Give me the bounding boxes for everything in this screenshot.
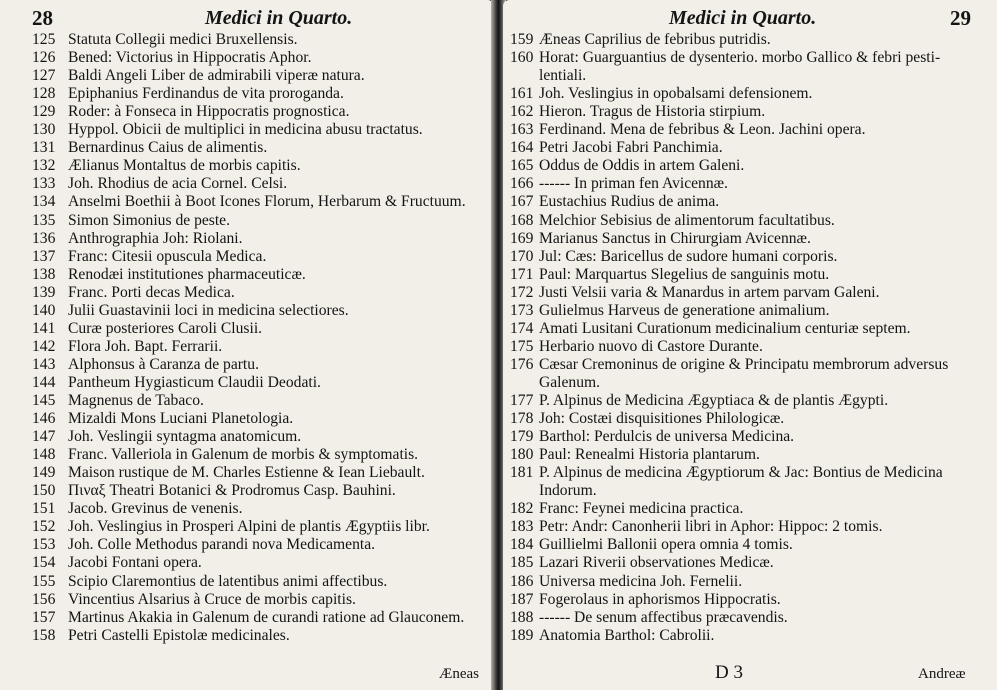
entry-number: 136 [32, 229, 56, 247]
entry-title: Martinus Akakia in Galenum de curandi ratione ad Glauconem. [68, 608, 465, 626]
entry-number: 127 [32, 67, 56, 85]
entry-title: Paul: Renealmi Historia plantarum. [539, 446, 760, 464]
entry-title: Guillielmi Ballonii opera omnia 4 tomis. [539, 536, 793, 554]
entry-number: 125 [32, 31, 56, 48]
entry-number: 160 [510, 49, 534, 67]
entry-title: Franc. Porti decas Medica. [68, 283, 235, 301]
entry-number: 183 [510, 518, 534, 536]
entry-number: 130 [32, 121, 56, 139]
entry-title: Hyppol. Obicii de multiplici in medicina abusu tractatus. [68, 121, 423, 139]
entry-title: Anthrographia Joh: Riolani. [68, 229, 243, 247]
entry-number: 145 [32, 392, 56, 409]
entry-title: Anatomia Barthol: Cabrolii. [539, 626, 715, 644]
entry-number: 162 [510, 103, 534, 121]
entry-title: Eustachius Rudius de anima. [539, 193, 720, 211]
left-page [0, 0, 494, 690]
entry-title: Alphonsus à Caranza de partu. [68, 355, 259, 373]
entry-number: 182 [510, 500, 534, 518]
entry-number: 171 [510, 265, 534, 283]
entry-title: Jul: Cæs: Baricellus de sudore humani corporis. [539, 247, 838, 265]
entry-number: 179 [510, 428, 534, 446]
entry-number: 184 [510, 536, 534, 554]
entry-title: ------ In priman fen Avicennæ. [539, 175, 728, 193]
entry-title-continuation: lentiali. [539, 67, 587, 85]
entry-number: 181 [510, 464, 534, 482]
entry-title: Flora Joh. Bapt. Ferrarii. [68, 337, 223, 355]
entry-title: Vincentius Alsarius à Cruce de morbis capitis. [68, 590, 356, 608]
entry-number: 135 [32, 211, 56, 229]
entry-title: Jacob. Grevinus de venenis. [68, 500, 243, 518]
catchword: Andreæ [918, 666, 966, 682]
entry-title: Cæsar Cremoninus de origine & Principatu membrorum adversus [539, 355, 949, 373]
running-head: Medici in Quarto. [669, 7, 817, 29]
entry-title: Pantheum Hygiasticum Claudii Deodati. [68, 373, 321, 391]
entry-title: Magnenus de Tabaco. [68, 392, 204, 409]
page-number: 29 [950, 6, 971, 30]
entry-number: 180 [510, 446, 534, 464]
entry-title: Statuta Collegii medici Bruxellensis. [68, 31, 298, 48]
entry-number: 146 [32, 410, 56, 428]
entry-title: Horat: Guarguantius de dysenterio. morbo Gallico & febri pesti- [539, 49, 941, 67]
entry-title: Baldi Angeli Liber de admirabili viperæ natura. [68, 67, 365, 85]
entry-number: 166 [510, 175, 534, 193]
entry-title: Franc. Valleriola in Galenum de morbis & symptomatis. [68, 446, 419, 464]
entry-title: Scipio Claremontius de latentibus animi affectibus. [68, 572, 388, 590]
entry-number: 137 [32, 247, 56, 265]
entry-number: 169 [510, 229, 534, 247]
entry-title: Ferdinand. Mena de febribus & Leon. Jachini opera. [539, 121, 866, 139]
entry-number: 152 [32, 518, 56, 536]
entry-number: 131 [32, 139, 56, 157]
entry-title: Joh. Veslingius in Prosperi Alpini de plantis Ægyptiis libr. [68, 518, 430, 536]
entry-title: Anselmi Boethii à Boot Icones Florum, Herbarum & Fructuum. [68, 193, 466, 211]
entry-title: Barthol: Perdulcis de universa Medicina. [539, 428, 795, 446]
entry-title: Curæ posteriores Caroli Clusii. [68, 319, 263, 337]
entry-title: Jacobi Fontani opera. [68, 554, 202, 572]
entry-title: Melchior Sebisius de alimentorum facultatibus. [539, 211, 835, 229]
entry-title: Paul: Marquartus Slegelius de sanguinis motu. [539, 265, 830, 283]
entry-number: 134 [32, 193, 56, 211]
right-page [503, 0, 997, 690]
entry-number: 168 [510, 211, 534, 229]
entry-title: Ælianus Montaltus de morbis capitis. [68, 157, 301, 175]
entry-title-continuation: Indorum. [539, 482, 597, 500]
entry-number: 157 [32, 608, 56, 626]
entry-title: Renodæi institutiones pharmaceuticæ. [68, 265, 306, 283]
entry-title: Franc: Citesii opuscula Medica. [68, 247, 267, 265]
entry-number: 142 [32, 337, 56, 355]
entry-title: P. Alpinus de Medicina Ægyptiaca & de plantis Ægypti. [539, 392, 889, 409]
entry-number: 148 [32, 446, 56, 464]
entry-title: Lazari Riverii observationes Medicæ. [539, 554, 774, 572]
entry-title: Joh: Costæi disquisitiones Philologicæ. [539, 410, 785, 428]
entry-number: 140 [32, 301, 56, 319]
entry-number: 161 [510, 85, 534, 103]
entry-number: 141 [32, 319, 56, 337]
entry-number: 172 [510, 283, 534, 301]
entry-number: 185 [510, 554, 534, 572]
entry-title: Simon Simonius de peste. [68, 211, 231, 229]
entry-number: 154 [32, 554, 56, 572]
entry-number: 167 [510, 193, 534, 211]
entry-title: Joh. Veslingii syntagma anatomicum. [68, 428, 302, 446]
entry-number: 138 [32, 265, 56, 283]
entry-title: Petri Jacobi Fabri Panchimia. [539, 139, 723, 157]
entry-title: Fogerolaus in aphorismos Hippocratis. [539, 590, 781, 608]
entry-number: 159 [510, 31, 534, 48]
entry-title: Joh. Colle Methodus parandi nova Medicamenta. [68, 536, 376, 554]
entry-title: Universa medicina Joh. Fernelii. [539, 572, 743, 590]
entry-number: 147 [32, 428, 56, 446]
entry-title: Herbario nuovo di Castore Durante. [539, 337, 763, 355]
entry-number: 186 [510, 572, 534, 590]
entry-number: 187 [510, 590, 534, 608]
entry-number: 143 [32, 355, 56, 373]
entry-title: Bernardinus Caius de alimentis. [68, 139, 268, 157]
entry-title: Oddus de Oddis in artem Galeni. [539, 157, 745, 175]
entry-title: Æneas Caprilius de febribus putridis. [539, 31, 771, 48]
entry-title: Justi Velsii varia & Manardus in artem parvam Galeni. [539, 283, 880, 301]
entry-title: Amati Lusitani Curationum medicinalium centuriæ septem. [539, 319, 911, 337]
entry-title: Bened: Victorius in Hippocratis Aphor. [68, 49, 312, 67]
entry-title: Maison rustique de M. Charles Estienne & Iean Liebault. [68, 464, 425, 482]
entry-title: Gulielmus Harveus de generatione animalium. [539, 301, 830, 319]
entry-number: 129 [32, 103, 56, 121]
entry-number: 144 [32, 373, 56, 391]
entry-number: 150 [32, 482, 56, 500]
entry-number: 151 [32, 500, 56, 518]
entry-number: 189 [510, 626, 534, 644]
entry-number: 175 [510, 337, 534, 355]
entry-number: 170 [510, 247, 534, 265]
entry-number: 128 [32, 85, 56, 103]
catchword: Æneas [439, 666, 479, 682]
entry-title: Hieron. Tragus de Historia stirpium. [539, 103, 766, 121]
entry-number: 164 [510, 139, 534, 157]
entry-title: Petr: Andr: Canonherii libri in Aphor: Hippoc: 2 tomis. [539, 518, 883, 536]
entry-number: 174 [510, 319, 534, 337]
entry-title: Epiphanius Ferdinandus de vita proroganda. [68, 85, 344, 103]
entry-number: 155 [32, 572, 56, 590]
entry-number: 139 [32, 283, 56, 301]
entry-number: 126 [32, 49, 56, 67]
entry-number: 165 [510, 157, 534, 175]
entry-title: Πιναξ Theatri Botanici & Prodromus Casp. Bauhini. [68, 482, 396, 500]
entry-number: 149 [32, 464, 56, 482]
entry-title: ------ De senum affectibus præcavendis. [539, 608, 788, 626]
entry-title-continuation: Galenum. [539, 373, 601, 391]
entry-title: Joh. Veslingius in opobalsami defensionem. [539, 85, 813, 103]
running-head: Medici in Quarto. [205, 7, 353, 29]
entry-title: P. Alpinus de medicina Ægyptiorum & Jac: Bontius de Medicina [539, 464, 943, 482]
page-number: 28 [32, 6, 53, 30]
entry-number: 132 [32, 157, 56, 175]
signature-mark: D 3 [715, 662, 743, 683]
entry-number: 177 [510, 392, 534, 409]
entry-number: 163 [510, 121, 534, 139]
entry-title: Roder: à Fonseca in Hippocratis prognostica. [68, 103, 350, 121]
entry-number: 158 [32, 626, 56, 644]
entry-number: 153 [32, 536, 56, 554]
entry-title: Julii Guastavinii loci in medicina selectiores. [68, 301, 349, 319]
entry-title: Joh. Rhodius de acia Cornel. Celsi. [68, 175, 288, 193]
entry-number: 188 [510, 608, 534, 626]
entry-number: 133 [32, 175, 56, 193]
entry-title: Petri Castelli Epistolæ medicinales. [68, 626, 290, 644]
entry-title: Mizaldi Mons Luciani Planetologia. [68, 410, 294, 428]
entry-number: 173 [510, 301, 534, 319]
entry-number: 178 [510, 410, 534, 428]
entry-number: 156 [32, 590, 56, 608]
entry-title: Marianus Sanctus in Chirurgiam Avicennæ. [539, 229, 811, 247]
entry-title: Franc: Feynei medicina practica. [539, 500, 744, 518]
entry-number: 176 [510, 355, 534, 373]
